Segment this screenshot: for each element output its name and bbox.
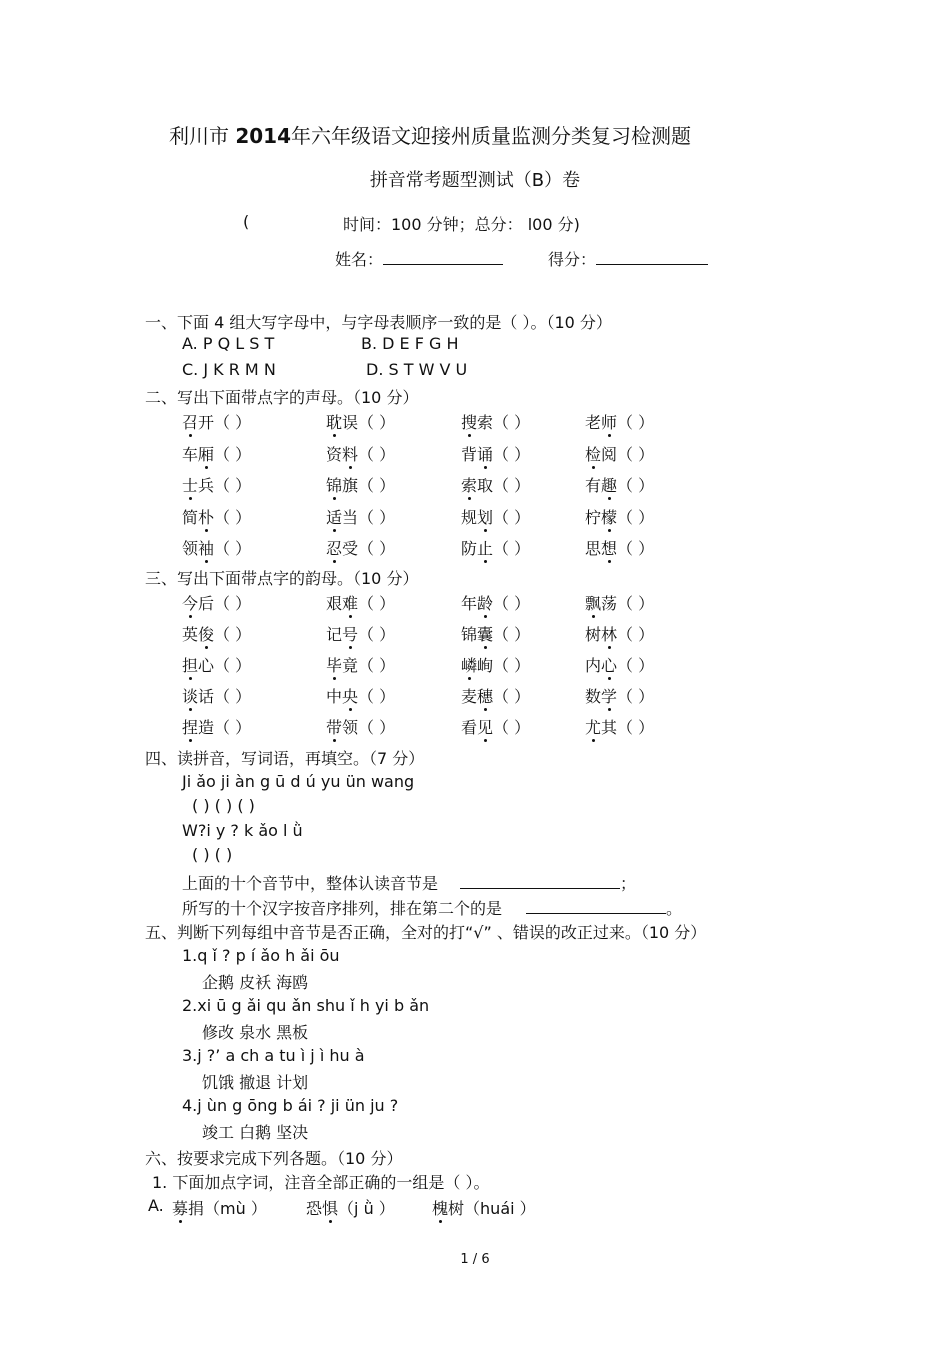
score-blank[interactable] bbox=[596, 250, 708, 265]
dotted-char: 忍 bbox=[326, 539, 343, 558]
word-item bbox=[326, 715, 395, 738]
char: 荡 bbox=[601, 594, 618, 613]
word-item bbox=[585, 591, 654, 614]
answer-paren[interactable]: （ ） bbox=[214, 413, 252, 432]
answer-parens-1: ( ) ( ) ( ) bbox=[192, 796, 255, 815]
section-6-heading: 六、按要求完成下列各题。（10 分） bbox=[145, 1149, 403, 1168]
answer-paren[interactable]: （ ） bbox=[617, 594, 655, 613]
char: 心 bbox=[198, 656, 215, 675]
dotted-char: 士 bbox=[182, 476, 199, 495]
answer-paren[interactable]: （ ） bbox=[358, 539, 396, 558]
char: 误 bbox=[342, 413, 359, 432]
dotted-char: 槐 bbox=[432, 1199, 449, 1218]
answer-paren[interactable]: （ ） bbox=[493, 718, 531, 737]
title-year: 2014 bbox=[235, 124, 292, 148]
judge-words-4: 竣工 白鹅 坚决 bbox=[202, 1123, 309, 1142]
char: 造 bbox=[198, 718, 215, 737]
char: 数 bbox=[585, 687, 602, 706]
char: 记 bbox=[326, 625, 343, 644]
dotted-char: 划 bbox=[477, 507, 494, 527]
time-open-paren: ( bbox=[243, 212, 250, 231]
answer-paren[interactable]: （ ） bbox=[617, 444, 655, 464]
option-6-a-2 bbox=[306, 1196, 395, 1219]
judge-words-3: 饥饿 撤退 计划 bbox=[202, 1073, 309, 1092]
title-city: 利川市 bbox=[168, 124, 236, 148]
answer-parens-2: ( ) ( ) bbox=[192, 845, 233, 864]
word-item bbox=[461, 622, 530, 645]
char: 取 bbox=[477, 476, 494, 495]
dotted-char: 捏 bbox=[182, 718, 199, 737]
word-item bbox=[585, 622, 654, 645]
dotted-char: 带 bbox=[326, 718, 343, 737]
pinyin-line-1: Ji ǎo ji àn g ū d ú yu ün wang bbox=[182, 772, 415, 791]
dotted-char: 趣 bbox=[601, 476, 618, 495]
answer-paren[interactable]: （ ） bbox=[214, 539, 252, 558]
word-item bbox=[461, 591, 530, 614]
option-6-a-3 bbox=[432, 1196, 536, 1219]
char: 兵 bbox=[198, 476, 215, 495]
char: 车 bbox=[182, 444, 199, 464]
dotted-char: 号 bbox=[342, 625, 359, 644]
word-item bbox=[326, 442, 395, 465]
judge-pinyin-2: 2.xi ū g ǎi qu ǎn shu ǐ h yi b ǎn bbox=[182, 996, 430, 1015]
fill-question-1-end: ； bbox=[620, 874, 637, 893]
option-a: A. P Q L S T bbox=[182, 334, 275, 353]
dotted-char: 穗 bbox=[477, 687, 494, 706]
page-subtitle: 拼音常考题型测试（B）卷 bbox=[369, 170, 581, 191]
answer-paren[interactable]: （ ） bbox=[617, 656, 655, 675]
answer-paren[interactable]: （ ） bbox=[617, 413, 655, 432]
section-1-heading: 一、下面 4 组大写字母中，与字母表顺序一致的是（ ）。（10 分） bbox=[145, 313, 612, 332]
dotted-char: 龄 bbox=[477, 594, 494, 613]
word-item bbox=[585, 536, 654, 559]
dotted-char: 想 bbox=[601, 539, 618, 558]
dotted-char: 检 bbox=[585, 444, 602, 464]
word-item bbox=[326, 473, 395, 496]
dotted-char: 央 bbox=[342, 687, 359, 706]
char: 内 bbox=[585, 656, 602, 675]
dotted-char: 募 bbox=[172, 1199, 189, 1218]
answer-paren[interactable]: （ ） bbox=[358, 413, 396, 432]
dotted-char: 师 bbox=[601, 413, 618, 432]
word-item bbox=[182, 442, 251, 465]
dotted-char: 锦 bbox=[326, 476, 343, 495]
char: 领 bbox=[342, 718, 359, 737]
answer-paren[interactable]: （ ） bbox=[358, 656, 396, 675]
answer-paren[interactable]: （ ） bbox=[214, 718, 252, 737]
name-blank[interactable] bbox=[383, 250, 503, 265]
answer-paren[interactable]: （ ） bbox=[617, 476, 655, 495]
char: 树 bbox=[448, 1199, 465, 1218]
judge-words-2: 修改 泉水 黑板 bbox=[202, 1023, 309, 1042]
word-item bbox=[461, 536, 530, 559]
pinyin-note: （j ǜ ） bbox=[338, 1199, 395, 1218]
char: 柠 bbox=[585, 507, 602, 527]
dotted-char: 召 bbox=[182, 413, 199, 432]
word-item bbox=[585, 684, 654, 707]
option-6-a-1 bbox=[172, 1196, 267, 1219]
answer-paren[interactable]: （ ） bbox=[214, 444, 252, 464]
answer-paren[interactable]: （ ） bbox=[493, 656, 531, 675]
dotted-char: 惧 bbox=[322, 1199, 339, 1218]
dotted-char: 尤 bbox=[585, 718, 602, 737]
char: 峋 bbox=[477, 656, 494, 675]
char: 其 bbox=[601, 718, 618, 737]
dotted-char: 嶙 bbox=[461, 656, 478, 675]
answer-paren[interactable]: （ ） bbox=[617, 718, 655, 737]
dotted-char: 林 bbox=[601, 625, 618, 644]
answer-paren[interactable]: （ ） bbox=[214, 507, 252, 527]
word-item bbox=[461, 473, 530, 496]
name-field[interactable] bbox=[335, 247, 503, 270]
dotted-char: 索 bbox=[461, 476, 478, 495]
fill-blank-1[interactable] bbox=[460, 874, 620, 889]
word-item bbox=[585, 653, 654, 676]
char: 索 bbox=[477, 413, 494, 432]
answer-paren[interactable]: （ ） bbox=[358, 594, 396, 613]
answer-paren[interactable]: （ ） bbox=[358, 476, 396, 495]
char: 阅 bbox=[601, 444, 618, 464]
option-c: C. J K R M N bbox=[182, 360, 276, 379]
dotted-char: 料 bbox=[342, 444, 359, 464]
char: 看 bbox=[461, 718, 478, 737]
word-item bbox=[585, 410, 654, 433]
option-6-a-label: A. bbox=[148, 1196, 164, 1215]
word-item bbox=[326, 505, 395, 528]
dotted-char: 适 bbox=[326, 507, 343, 527]
answer-paren[interactable]: （ ） bbox=[493, 476, 531, 495]
score-label: 得分： bbox=[548, 250, 597, 269]
judge-pinyin-3: 3.j ?’ a ch a tu ì j ì hu à bbox=[182, 1046, 365, 1065]
word-item bbox=[182, 622, 251, 645]
word-item bbox=[461, 505, 530, 528]
answer-paren[interactable]: （ ） bbox=[493, 539, 531, 558]
judge-pinyin-1: 1.q ǐ ? p í ǎo h ǎi ōu bbox=[182, 946, 340, 965]
answer-paren[interactable]: （ ） bbox=[214, 687, 252, 706]
char: 旗 bbox=[342, 476, 359, 495]
dotted-char: 搜 bbox=[461, 413, 478, 432]
answer-paren[interactable]: （ ） bbox=[493, 594, 531, 613]
dotted-char: 诵 bbox=[477, 444, 494, 464]
fill-question-2-text: 所写的十个汉字按音序排列，排在第二个的是 bbox=[182, 899, 503, 918]
dotted-char: 耽 bbox=[326, 413, 343, 432]
word-item bbox=[461, 442, 530, 465]
dotted-char: 止 bbox=[477, 539, 494, 558]
word-item bbox=[182, 410, 251, 433]
answer-paren[interactable]: （ ） bbox=[358, 625, 396, 644]
char: 中 bbox=[326, 687, 343, 706]
score-field[interactable] bbox=[548, 247, 708, 270]
word-item bbox=[182, 653, 251, 676]
pinyin-note: （huái ） bbox=[464, 1199, 536, 1218]
word-item bbox=[585, 505, 654, 528]
section-2-heading: 二、写出下面带点字的声母。（10 分） bbox=[145, 388, 419, 407]
answer-paren[interactable]: （ ） bbox=[493, 444, 531, 464]
page-number: 1 / 6 bbox=[460, 1252, 490, 1267]
answer-paren[interactable]: （ ） bbox=[617, 625, 655, 644]
char: 后 bbox=[198, 594, 215, 613]
char: 领 bbox=[182, 539, 199, 558]
char: 简 bbox=[182, 507, 199, 527]
dotted-char: 袖 bbox=[198, 539, 215, 558]
char: 受 bbox=[342, 539, 359, 558]
answer-paren[interactable]: （ ） bbox=[358, 687, 396, 706]
char: 锦 bbox=[461, 625, 478, 644]
answer-paren[interactable]: （ ） bbox=[358, 444, 396, 464]
fill-question-2 bbox=[182, 896, 682, 919]
answer-paren[interactable]: （ ） bbox=[617, 687, 655, 706]
dotted-char: 毕 bbox=[326, 656, 343, 675]
answer-paren[interactable]: （ ） bbox=[214, 594, 252, 613]
section-4-heading: 四、读拼音，写词语，再填空。（7 分） bbox=[145, 749, 425, 768]
char: 麦 bbox=[461, 687, 478, 706]
char: 有 bbox=[585, 476, 602, 495]
fill-question-1 bbox=[182, 871, 636, 894]
title-rest: 年六年级语文迎接州质量监测分类复习检测题 bbox=[291, 124, 692, 148]
judge-pinyin-4: 4.j ùn g ōng b ái ? ji ün ju ? bbox=[182, 1096, 399, 1115]
dotted-char: 今 bbox=[182, 594, 199, 613]
answer-paren[interactable]: （ ） bbox=[617, 507, 655, 527]
word-item bbox=[326, 536, 395, 559]
word-item bbox=[182, 684, 251, 707]
char: 背 bbox=[461, 444, 478, 464]
word-item bbox=[585, 473, 654, 496]
dotted-char: 檬 bbox=[601, 507, 618, 527]
word-item bbox=[585, 442, 654, 465]
answer-paren[interactable]: （ ） bbox=[493, 687, 531, 706]
dotted-char: 学 bbox=[601, 687, 618, 706]
word-item bbox=[326, 653, 395, 676]
fill-question-2-end: 。 bbox=[666, 899, 683, 918]
word-item bbox=[182, 505, 251, 528]
char: 年 bbox=[461, 594, 478, 613]
dotted-char: 谈 bbox=[182, 687, 199, 706]
option-d: D. S T W V U bbox=[366, 360, 468, 379]
page-title bbox=[0, 120, 860, 149]
dotted-char: 担 bbox=[182, 656, 199, 675]
char: 恐 bbox=[306, 1199, 323, 1218]
answer-paren[interactable]: （ ） bbox=[214, 476, 252, 495]
dotted-char: 心 bbox=[601, 656, 618, 675]
char: 思 bbox=[585, 539, 602, 558]
fill-question-1-text: 上面的十个音节中，整体认读音节是 bbox=[182, 874, 439, 893]
char: 规 bbox=[461, 507, 478, 527]
word-item bbox=[326, 622, 395, 645]
char: 老 bbox=[585, 413, 602, 432]
section-5-heading: 五、判断下列每组中音节是否正确，全对的打“√” 、错误的改正过来。（10 分） bbox=[145, 923, 707, 942]
char: 英 bbox=[182, 625, 199, 644]
answer-paren[interactable]: （ ） bbox=[493, 507, 531, 527]
judge-words-1: 企鹅 皮袄 海鸥 bbox=[202, 973, 309, 992]
question-6-1: 1. 下面加点字词，注音全部正确的一组是（ ）。 bbox=[152, 1173, 490, 1192]
answer-paren[interactable]: （ ） bbox=[617, 539, 655, 558]
section-3-heading: 三、写出下面带点字的韵母。（10 分） bbox=[145, 569, 419, 588]
dotted-char: 朴 bbox=[198, 507, 215, 527]
answer-paren[interactable]: （ ） bbox=[214, 656, 252, 675]
dotted-char: 难 bbox=[342, 594, 359, 613]
word-item bbox=[182, 536, 251, 559]
word-item bbox=[182, 591, 251, 614]
word-item bbox=[182, 473, 251, 496]
char: 树 bbox=[585, 625, 602, 644]
word-item bbox=[326, 410, 395, 433]
word-item bbox=[461, 410, 530, 433]
char: 当 bbox=[342, 507, 359, 527]
word-item bbox=[326, 591, 395, 614]
char: 竟 bbox=[342, 656, 359, 675]
pinyin-note: （mù ） bbox=[204, 1199, 267, 1218]
char: 开 bbox=[198, 413, 215, 432]
word-item bbox=[461, 653, 530, 676]
word-item bbox=[326, 684, 395, 707]
dotted-char: 飘 bbox=[585, 594, 602, 613]
dotted-char: 囊 bbox=[477, 625, 494, 644]
time-info: 时间：100 分钟；总分： l00 分) bbox=[343, 215, 580, 234]
word-item bbox=[461, 684, 530, 707]
dotted-char: 见 bbox=[477, 718, 494, 737]
word-item bbox=[182, 715, 251, 738]
name-label: 姓名： bbox=[335, 250, 384, 269]
answer-paren[interactable]: （ ） bbox=[214, 625, 252, 644]
answer-paren[interactable]: （ ） bbox=[493, 413, 531, 432]
char: 防 bbox=[461, 539, 478, 558]
answer-paren[interactable]: （ ） bbox=[493, 625, 531, 644]
pinyin-line-2: W?i y ? k ǎo l ǜ bbox=[182, 821, 303, 840]
answer-paren[interactable]: （ ） bbox=[358, 718, 396, 737]
char: 话 bbox=[198, 687, 215, 706]
word-item bbox=[461, 715, 530, 738]
dotted-char: 俊 bbox=[198, 625, 215, 644]
char: 艰 bbox=[326, 594, 343, 613]
fill-blank-2[interactable] bbox=[526, 899, 666, 914]
option-b: B. D E F G H bbox=[361, 334, 459, 353]
word-item bbox=[585, 715, 654, 738]
answer-paren[interactable]: （ ） bbox=[358, 507, 396, 527]
dotted-char: 厢 bbox=[198, 444, 215, 464]
char: 捐 bbox=[188, 1199, 205, 1218]
char: 资 bbox=[326, 444, 343, 464]
